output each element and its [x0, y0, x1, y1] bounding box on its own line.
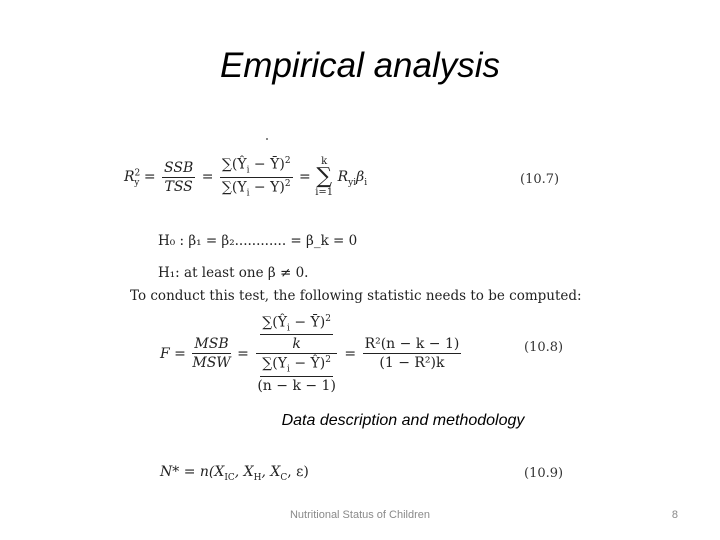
page-number: 8: [671, 509, 678, 521]
stray-mark: [266, 138, 268, 140]
slide-title: Empirical analysis: [219, 46, 501, 85]
slide-footer: Nutritional Status of Children: [289, 509, 430, 521]
null-hypothesis: H₀ : β₁ = β₂............ = β_k = 0: [158, 233, 358, 249]
section-subtitle: Data description and methodology: [281, 412, 525, 429]
alternative-hypothesis: H₁: at least one β ≠ 0.: [158, 265, 309, 281]
equation-10-8: F = $\frac{\text{MSB}}{\text{MSW}}$ = $\frac{\frac{\sum(Ŷ_i - Ȳ)^2}{k}}{\frac{\sum(Y_i - Ŷ)^2}{(n - k - 1)}}$ = $\frac{\text{R²(n − k − 1)}}{\text{(1 − R²)k}}$: [160, 314, 460, 394]
equation-10-9: $N* = n(X_{IC}$, $X_H$, $X_C$, ε): [160, 464, 309, 483]
compound-fraction: $\frac{\frac{\sum(Ŷ_i - Ȳ)^2}{k}}{\frac{\sum(Y_i - Ŷ)^2}{(n - k - 1)}}$: [257, 314, 336, 394]
equation-number-10-8: (10.8): [524, 340, 564, 355]
sum-squares-fraction: $\frac{\sum(Ŷ_i - Ȳ)^2}{\sum(Y_i - Y)^2}$: [221, 156, 291, 198]
equation-number-10-9: (10.9): [524, 466, 564, 481]
test-intro-text: To conduct this test, the following statistic needs to be computed:: [130, 288, 582, 304]
ssb-tss-fraction: $\frac{\text{SSB}}{\text{TSS}}$: [164, 159, 194, 195]
equation-10-7: $R^2_y$ = $\frac{\text{SSB}}{\text{TSS}}$ = $\frac{\sum(Ŷ_i - Ȳ)^2}{\sum(Y_i - Y)^2}$ = k ∑ i=1 $R_{yi}\beta_i$: [124, 156, 368, 198]
r-squared-fraction: $\frac{\text{R²(n − k − 1)}}{\text{(1 − R²)k}}$: [364, 336, 460, 372]
summation: k ∑ i=1: [315, 156, 334, 198]
equation-number-10-7: (10.7): [520, 172, 560, 187]
msb-msw-fraction: $\frac{\text{MSB}}{\text{MSW}}$: [192, 336, 231, 372]
